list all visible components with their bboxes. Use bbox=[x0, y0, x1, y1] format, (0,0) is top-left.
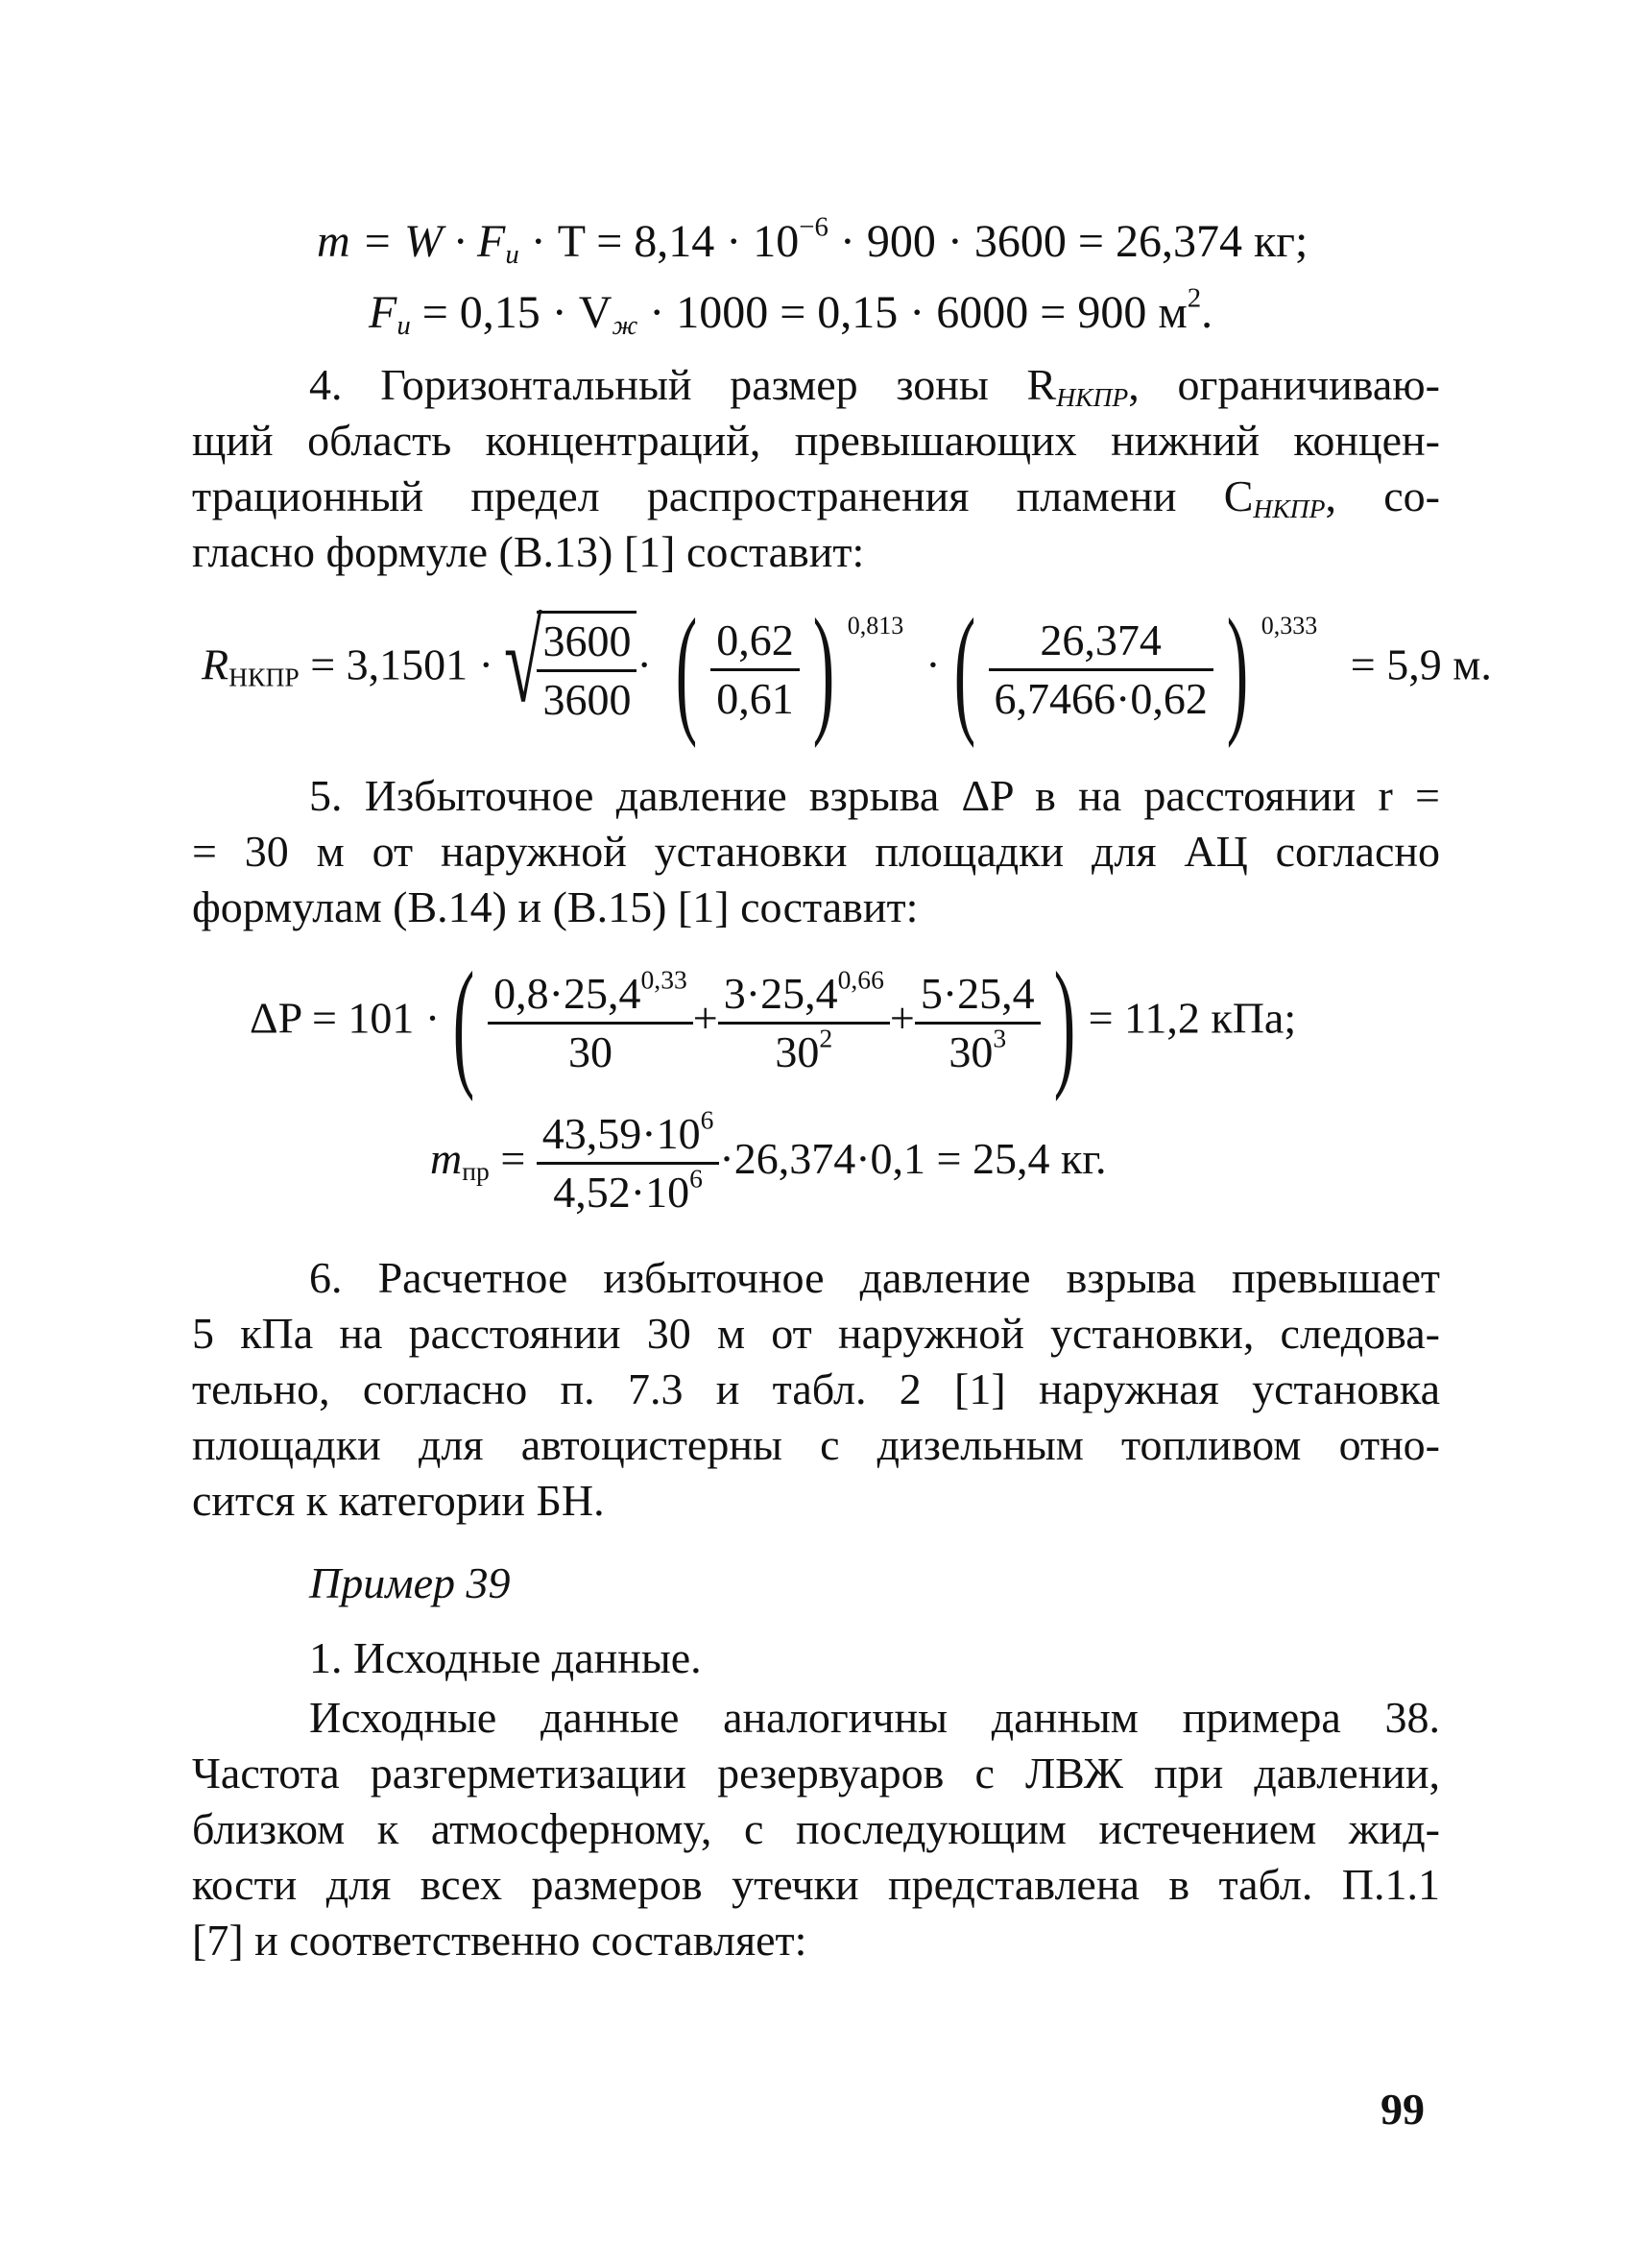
term-3 bbox=[915, 966, 1041, 1080]
para4-line2: щий область концентраций, превышающих нижний концен- bbox=[192, 416, 1440, 465]
eq1-lhs: m bbox=[317, 216, 350, 267]
eqM-den: 4,52·10 bbox=[553, 1168, 690, 1217]
para4-sub-b: НКПР bbox=[1253, 493, 1326, 523]
sqrt-body bbox=[537, 611, 636, 728]
eqM-lhs: m bbox=[430, 1134, 463, 1184]
para7-line2: Частота разгерметизации резервуаров с ЛВЖ при давлении, bbox=[192, 1749, 1440, 1798]
eqM-fraction bbox=[537, 1106, 720, 1220]
para5-line1: 5. Избыточное давление взрыва ΔP в на расстоянии r = bbox=[309, 771, 1440, 820]
paren-open-2: ( bbox=[953, 590, 975, 749]
t1-exp: 0,33 bbox=[640, 963, 687, 994]
para4-sub-a: НКПР bbox=[1056, 381, 1129, 412]
eqP-result: = 11,2 кПа; bbox=[1088, 993, 1297, 1043]
fraction-1 bbox=[710, 613, 800, 727]
eq1-text: = W · F bbox=[349, 216, 506, 267]
eq2-text2: · 1000 = 0,15 · 6000 = 900 м bbox=[637, 287, 1188, 338]
sqrt-symbol bbox=[504, 598, 636, 728]
para4-text-a: 4. Горизонтальный размер зоны R bbox=[309, 360, 1057, 409]
equation-radius: $R_{НКПР} = 3,1501$ · √ $\frac{3600}{3600}$ · ( $\frac{0,62}{0,61}$ ) $^{0,813}$ ·( $\frac{26,374}{6,7466\cdot 0,62}$ ) $^{0,333}$ = 5,9 м. bbox=[202, 590, 1492, 749]
term-1 bbox=[488, 963, 693, 1080]
sqrt-fraction bbox=[537, 614, 636, 728]
eq1-text2: · T = 8,14 · 10 bbox=[518, 216, 800, 267]
example-title: Пример 39 bbox=[309, 1558, 511, 1607]
fraction-2 bbox=[989, 613, 1213, 727]
para6-line5: сится к категории БН. bbox=[192, 1476, 605, 1525]
eq2-sub: и bbox=[396, 310, 411, 342]
para5-line2: = 30 м от наружной установки площадки для АЦ согласно bbox=[192, 827, 1440, 876]
radical-icon: √ bbox=[504, 598, 542, 726]
para4-text-b: , ограничиваю- bbox=[1128, 360, 1440, 409]
para7-line4: кости для всех размеров утечки представлена в табл. П.1.1 bbox=[192, 1860, 1440, 1909]
exp-2: 0,333 bbox=[1261, 611, 1318, 639]
para7-line5: [7] и соответственно составляет: bbox=[192, 1916, 807, 1965]
eqM-den-exp: 6 bbox=[689, 1163, 703, 1194]
t3-den: 30 bbox=[949, 1026, 994, 1076]
eq1-exp: −6 bbox=[799, 211, 829, 243]
f2-num: 26,374 bbox=[989, 613, 1213, 671]
sqrt-num: 3600 bbox=[537, 614, 636, 672]
eqM-num-exp: 6 bbox=[700, 1104, 714, 1135]
para4-line3 bbox=[192, 469, 1440, 524]
para4-line4: гласно формуле (В.13) [1] составит: bbox=[192, 527, 865, 576]
term-2 bbox=[718, 963, 890, 1080]
para4-text-d: , со- bbox=[1325, 471, 1440, 520]
initial-data-heading: 1. Исходные данные. bbox=[309, 1633, 702, 1682]
eqR-coef: = 3,1501 · bbox=[299, 639, 493, 689]
eqR-result: = 5,9 м. bbox=[1350, 639, 1492, 689]
para6-line3: тельно, согласно п. 7.3 и табл. 2 [1] наружная установка bbox=[192, 1364, 1440, 1413]
eqM-num: 43,59·10 bbox=[541, 1109, 701, 1158]
t2-num: 3·25,4 bbox=[723, 968, 838, 1018]
equation-area bbox=[369, 284, 1213, 342]
eq1-text3: · 900 · 3600 = 26,374 кг; bbox=[828, 216, 1309, 267]
t3-num: 5·25,4 bbox=[915, 966, 1041, 1025]
para5-line3: формулам (В.14) и (В.15) [1] составит: bbox=[192, 882, 919, 931]
equation-pressure: ΔP = 101 ·( $\frac{0,8\cdot 25,4^{0,33}}{30}$ + $\frac{3\cdot 25,4^{0,66}}{30^2}$ + $\frac{5\cdot 25,4}{30^3}$ ) = 11,2 кПа; bbox=[250, 943, 1297, 1102]
eq2-end: . bbox=[1201, 287, 1213, 338]
eq1-sub: и bbox=[505, 239, 519, 271]
paren-close-1: ) bbox=[812, 590, 834, 749]
f1-num: 0,62 bbox=[710, 613, 800, 671]
eqM-rest: ·26,374·0,1 = 25,4 кг. bbox=[719, 1134, 1107, 1184]
eqR-lhs-sub: НКПР bbox=[228, 662, 300, 692]
eq2-text: = 0,15 · V bbox=[410, 287, 612, 338]
para7-line1: Исходные данные аналогичны данным примера 38. bbox=[309, 1693, 1440, 1742]
t2-den: 30 bbox=[775, 1026, 820, 1076]
paren-open-1: ( bbox=[676, 590, 698, 749]
paren-open-3: ( bbox=[452, 943, 475, 1102]
para4-text-c: трационный предел распространения пламени C bbox=[192, 471, 1254, 520]
t2-exp: 0,66 bbox=[837, 963, 884, 994]
eq2-lhs: F bbox=[369, 287, 397, 338]
page-number: 99 bbox=[1381, 2085, 1425, 2134]
eq2-exp: 2 bbox=[1187, 282, 1202, 314]
eqR-lhs: R bbox=[202, 639, 229, 689]
paren-close-3: ) bbox=[1053, 943, 1075, 1102]
para7-line3: близком к атмосферному, с последующим истечением жид- bbox=[192, 1804, 1440, 1853]
exp-1: 0,813 bbox=[847, 611, 904, 639]
para6-line2: 5 кПа на расстоянии 30 м от наружной установки, следова- bbox=[192, 1309, 1440, 1358]
eq2-sub2: ж bbox=[612, 310, 638, 342]
sqrt-den: 3600 bbox=[542, 675, 632, 724]
eqM-lhs-sub: пр bbox=[462, 1155, 490, 1186]
f1-den: 0,61 bbox=[716, 673, 794, 723]
para4-line1 bbox=[309, 357, 1440, 413]
t2-den-exp: 2 bbox=[819, 1022, 833, 1052]
equation-reduced-mass: $m_{пр}$ = $\frac{43,59\cdot 10^6}{4,52\cdot 10^6}$ ·26,374·0,1 = 25,4 кг. bbox=[430, 1106, 1107, 1220]
paren-close-2: ) bbox=[1226, 590, 1249, 749]
para6-line1: 6. Расчетное избыточное давление взрыва превышает bbox=[309, 1253, 1440, 1302]
para6-line4: площадки для автоцистерны с дизельным топливом отно- bbox=[192, 1420, 1440, 1469]
eqP-lhs: ΔP = 101 · bbox=[250, 993, 441, 1043]
t1-den: 30 bbox=[567, 1026, 612, 1076]
t1-num: 0,8·25,4 bbox=[493, 968, 641, 1018]
t3-den-exp: 3 bbox=[993, 1022, 1007, 1052]
equation-mass bbox=[317, 213, 1308, 271]
f2-den: 6,7466·0,62 bbox=[994, 673, 1208, 723]
